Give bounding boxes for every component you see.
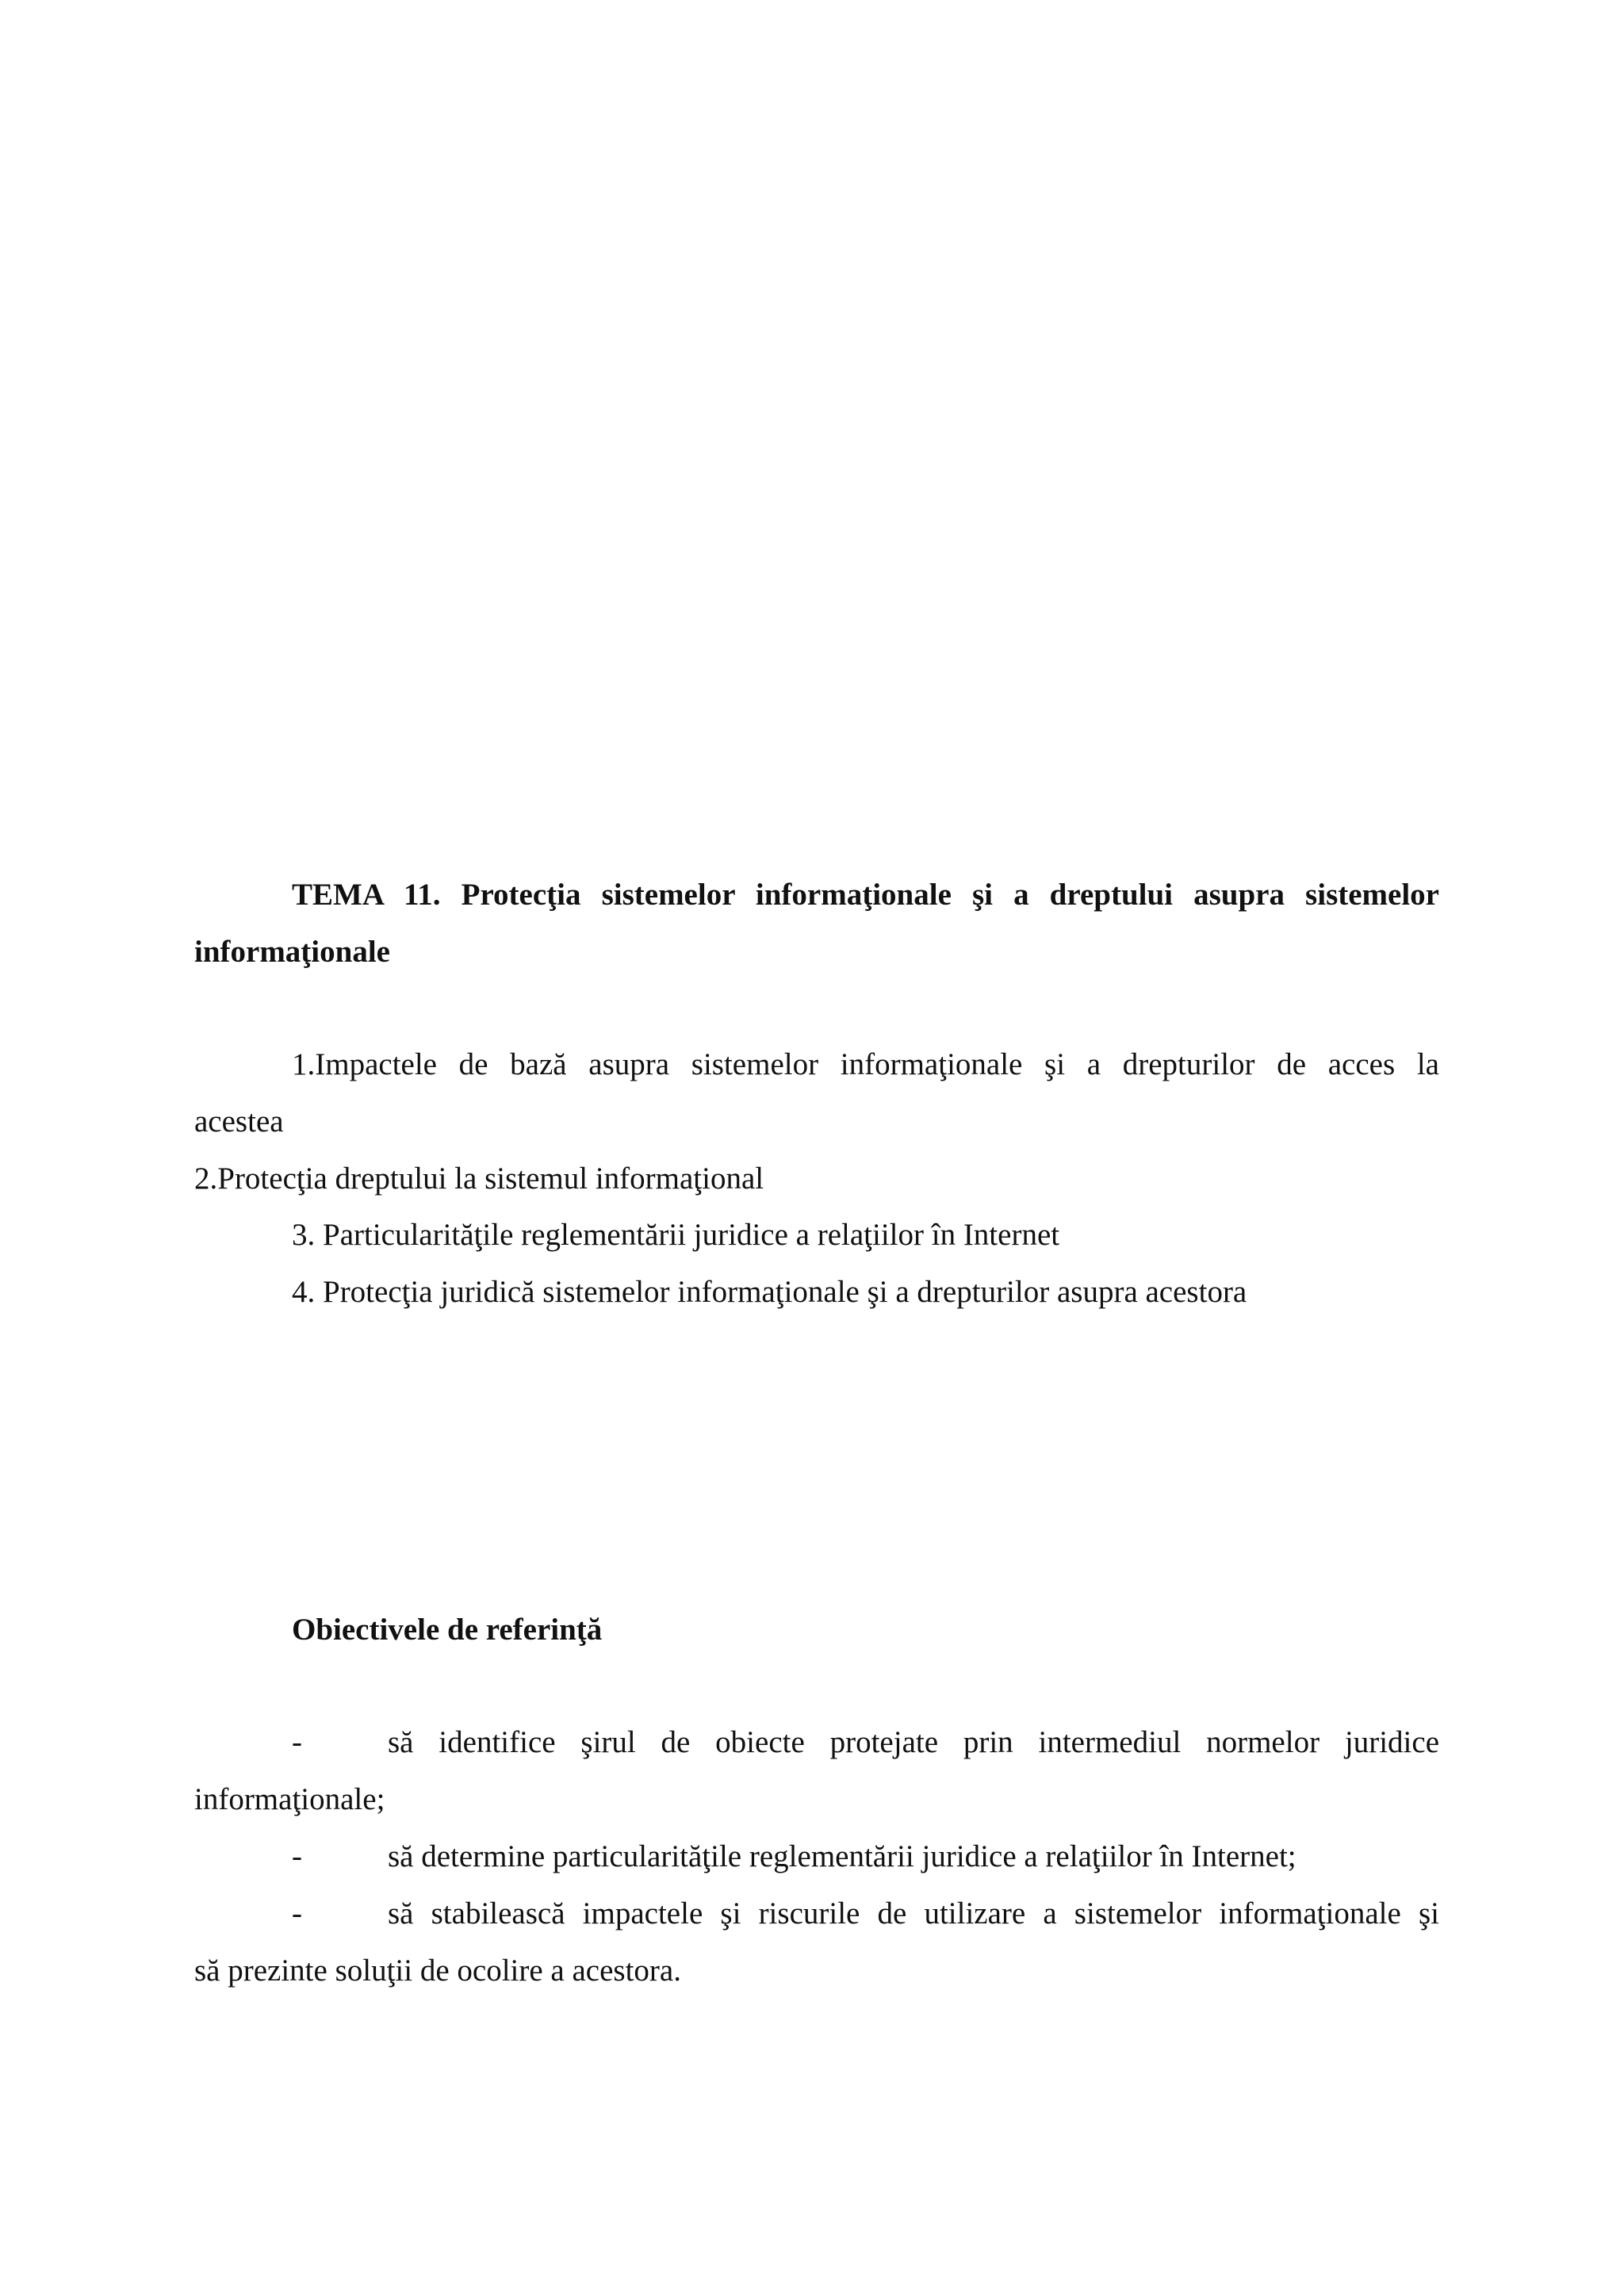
objective-3-line-1: să stabilească impactele şi riscurile de utilizare a sistemelor informaţionale şi — [388, 1896, 1439, 1931]
objective-bullet-3-mark: - — [292, 1896, 302, 1931]
topic-heading-line-1: TEMA 11. Protecţia sistemelor informaţionale şi a dreptului asupra sistemelor — [292, 878, 1439, 912]
objective-bullet-1-mark: - — [292, 1725, 302, 1759]
objective-3-line-2: să prezinte soluţii de ocolire a acestora. — [194, 1954, 681, 1988]
objective-bullet-2-mark: - — [292, 1839, 302, 1873]
objectives-title: Obiectivele de referinţă — [292, 1613, 603, 1647]
objective-1-line-1: să identifice şirul de obiecte protejate prin intermediul normelor juridice — [388, 1725, 1439, 1759]
topic-heading-line-2: informaţionale — [194, 935, 390, 969]
topic-item-1-line-2: acestea — [194, 1104, 284, 1138]
topic-item-4: 4. Protecţia juridică sistemelor informaţionale şi a drepturilor asupra acestora — [292, 1275, 1247, 1309]
objective-1-line-2: informaţionale; — [194, 1782, 385, 1816]
objective-2: să determine particularităţile reglementării juridice a relaţiilor în Internet; — [388, 1839, 1297, 1873]
topic-item-1-line-1: 1.Impactele de bază asupra sistemelor informaţionale şi a drepturilor de acces la — [292, 1047, 1439, 1081]
topic-item-2: 2.Protecţia dreptului la sistemul informaţional — [194, 1161, 764, 1196]
topic-item-3: 3. Particularităţile reglementării juridice a relaţiilor în Internet — [292, 1218, 1060, 1252]
